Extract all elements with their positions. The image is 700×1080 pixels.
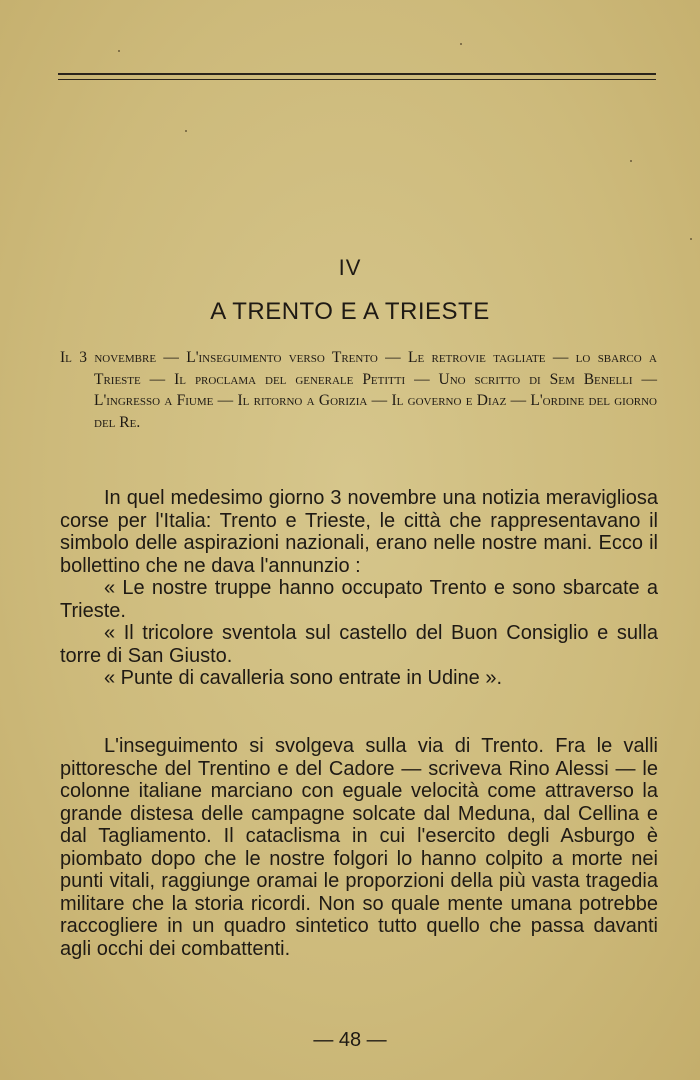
- paragraph: L'inseguimento si svolgeva sulla via di Trento. Fra le valli pittoresche del Trentino e del Cadore — scriveva Rino Alessi — le colonne italiane marciano con eguale velocità come attraverso la grande distesa delle campagne solcate dal Meduna, dal Cellina e dal Tagliamento. Il cataclisma in cui l'esercito degli Asburgo è piombato dopo che le nostre folgori lo hanno colpito a morte nei punti vitali, raggiunge oramai le proporzioni della più vasta tragedia militare che la storia ricordi. Non so quale mente umana potrebbe raccogliere in un quadro sintetico tutto quello che passa davanti agli occhi dei combattenti.: [60, 735, 658, 960]
- page-number: — 48 —: [313, 1029, 387, 1051]
- pursuit-section: [60, 735, 658, 960]
- paper-speck: [118, 50, 120, 52]
- chapter-summary-text: Il 3 novembre — L'inseguimento verso Trento — Le retrovie tagliate — lo sbarco a Trieste — Il proclama del generale Petitti — Uno scritto di Sem Benelli — L'ingresso a Fiume — Il ritorno a Gorizia — Il governo e Diaz — L'ordine del giorno del Re.: [60, 349, 657, 431]
- chapter-summary: [60, 347, 657, 433]
- bulletin-section: [60, 487, 658, 690]
- paper-speck: [690, 238, 692, 240]
- paragraph: In quel medesimo giorno 3 novembre una notizia meravigliosa corse per l'Italia: Trento e Trieste, le città che rappresentavano il simbolo delle aspirazioni nazionali, erano nelle nostre mani. Ecco il bollettino che ne dava l'annunzio :: [60, 487, 658, 577]
- paragraph: « Le nostre truppe hanno occupato Trento e sono sbarcate a Trieste.: [60, 577, 658, 622]
- top-rule-thin: [58, 79, 656, 80]
- chapter-title: A TRENTO E A TRIESTE: [210, 298, 490, 325]
- paragraph: « Punte di cavalleria sono entrate in Udine ».: [104, 667, 503, 689]
- paper-speck: [460, 43, 462, 45]
- paragraph: « Il tricolore sventola sul castello del Buon Consiglio e sulla torre di San Giusto.: [60, 622, 658, 667]
- paper-speck: [630, 160, 632, 162]
- chapter-number: IV: [338, 255, 362, 280]
- top-rule: [58, 73, 656, 75]
- paper-speck: [185, 130, 187, 132]
